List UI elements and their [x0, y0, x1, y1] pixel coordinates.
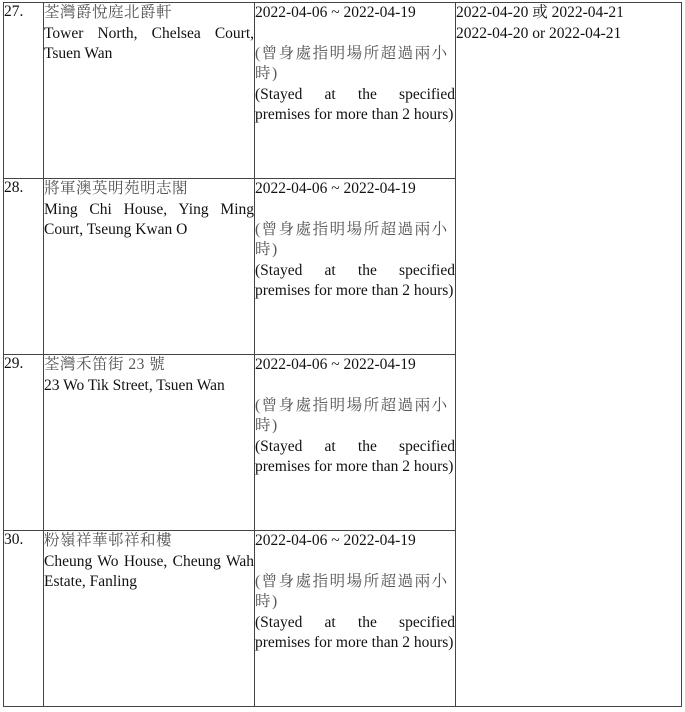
location-cell [44, 3, 255, 179]
row-number: 30. [4, 531, 44, 707]
location-cell [44, 531, 255, 707]
test-date-english: 2022-04-20 or 2022-04-21 [456, 24, 622, 42]
location-english: Tower North, Chelsea Court, Tsuen Wan [44, 24, 254, 62]
row-number: 28. [4, 179, 44, 355]
period-cell [255, 3, 456, 179]
location-chinese: 將軍澳英明苑明志閣 [44, 180, 189, 197]
location-cell [44, 179, 255, 355]
period-dates: 2022-04-06 ~ 2022-04-19 [255, 532, 416, 549]
period-note-english: (Stayed at the specified premises for more than 2 hours) [255, 613, 455, 651]
location-english: 23 Wo Tik Street, Tsuen Wan [44, 376, 225, 394]
period-note-chinese: (曾身處指明場所超過兩小時) [255, 220, 449, 258]
test-date-cell [456, 3, 682, 707]
location-chinese: 荃灣禾笛街 23 號 [44, 356, 166, 373]
period-note-chinese: (曾身處指明場所超過兩小時) [255, 396, 449, 434]
compulsory-testing-table [3, 2, 682, 707]
period-note-chinese: (曾身處指明場所超過兩小時) [255, 572, 449, 610]
period-dates: 2022-04-06 ~ 2022-04-19 [255, 4, 416, 21]
test-date-chinese: 2022-04-20 或 2022-04-21 [456, 4, 624, 21]
period-cell [255, 531, 456, 707]
period-note-chinese: (曾身處指明場所超過兩小時) [255, 44, 449, 82]
row-number: 27. [4, 3, 44, 179]
period-note-english: (Stayed at the specified premises for more than 2 hours) [255, 85, 455, 123]
location-chinese: 荃灣爵悅庭北爵軒 [44, 4, 173, 21]
period-dates: 2022-04-06 ~ 2022-04-19 [255, 180, 416, 197]
period-cell [255, 179, 456, 355]
period-cell [255, 355, 456, 531]
period-note-english: (Stayed at the specified premises for more than 2 hours) [255, 261, 455, 299]
location-english: Cheung Wo House, Cheung Wah Estate, Fanling [44, 552, 254, 590]
period-dates: 2022-04-06 ~ 2022-04-19 [255, 356, 416, 373]
location-english: Ming Chi House, Ying Ming Court, Tseung Kwan O [44, 200, 254, 238]
location-chinese: 粉嶺祥華邨祥和樓 [44, 532, 173, 549]
row-number: 29. [4, 355, 44, 531]
period-note-english: (Stayed at the specified premises for more than 2 hours) [255, 437, 455, 475]
location-cell [44, 355, 255, 531]
table-row [4, 3, 682, 179]
